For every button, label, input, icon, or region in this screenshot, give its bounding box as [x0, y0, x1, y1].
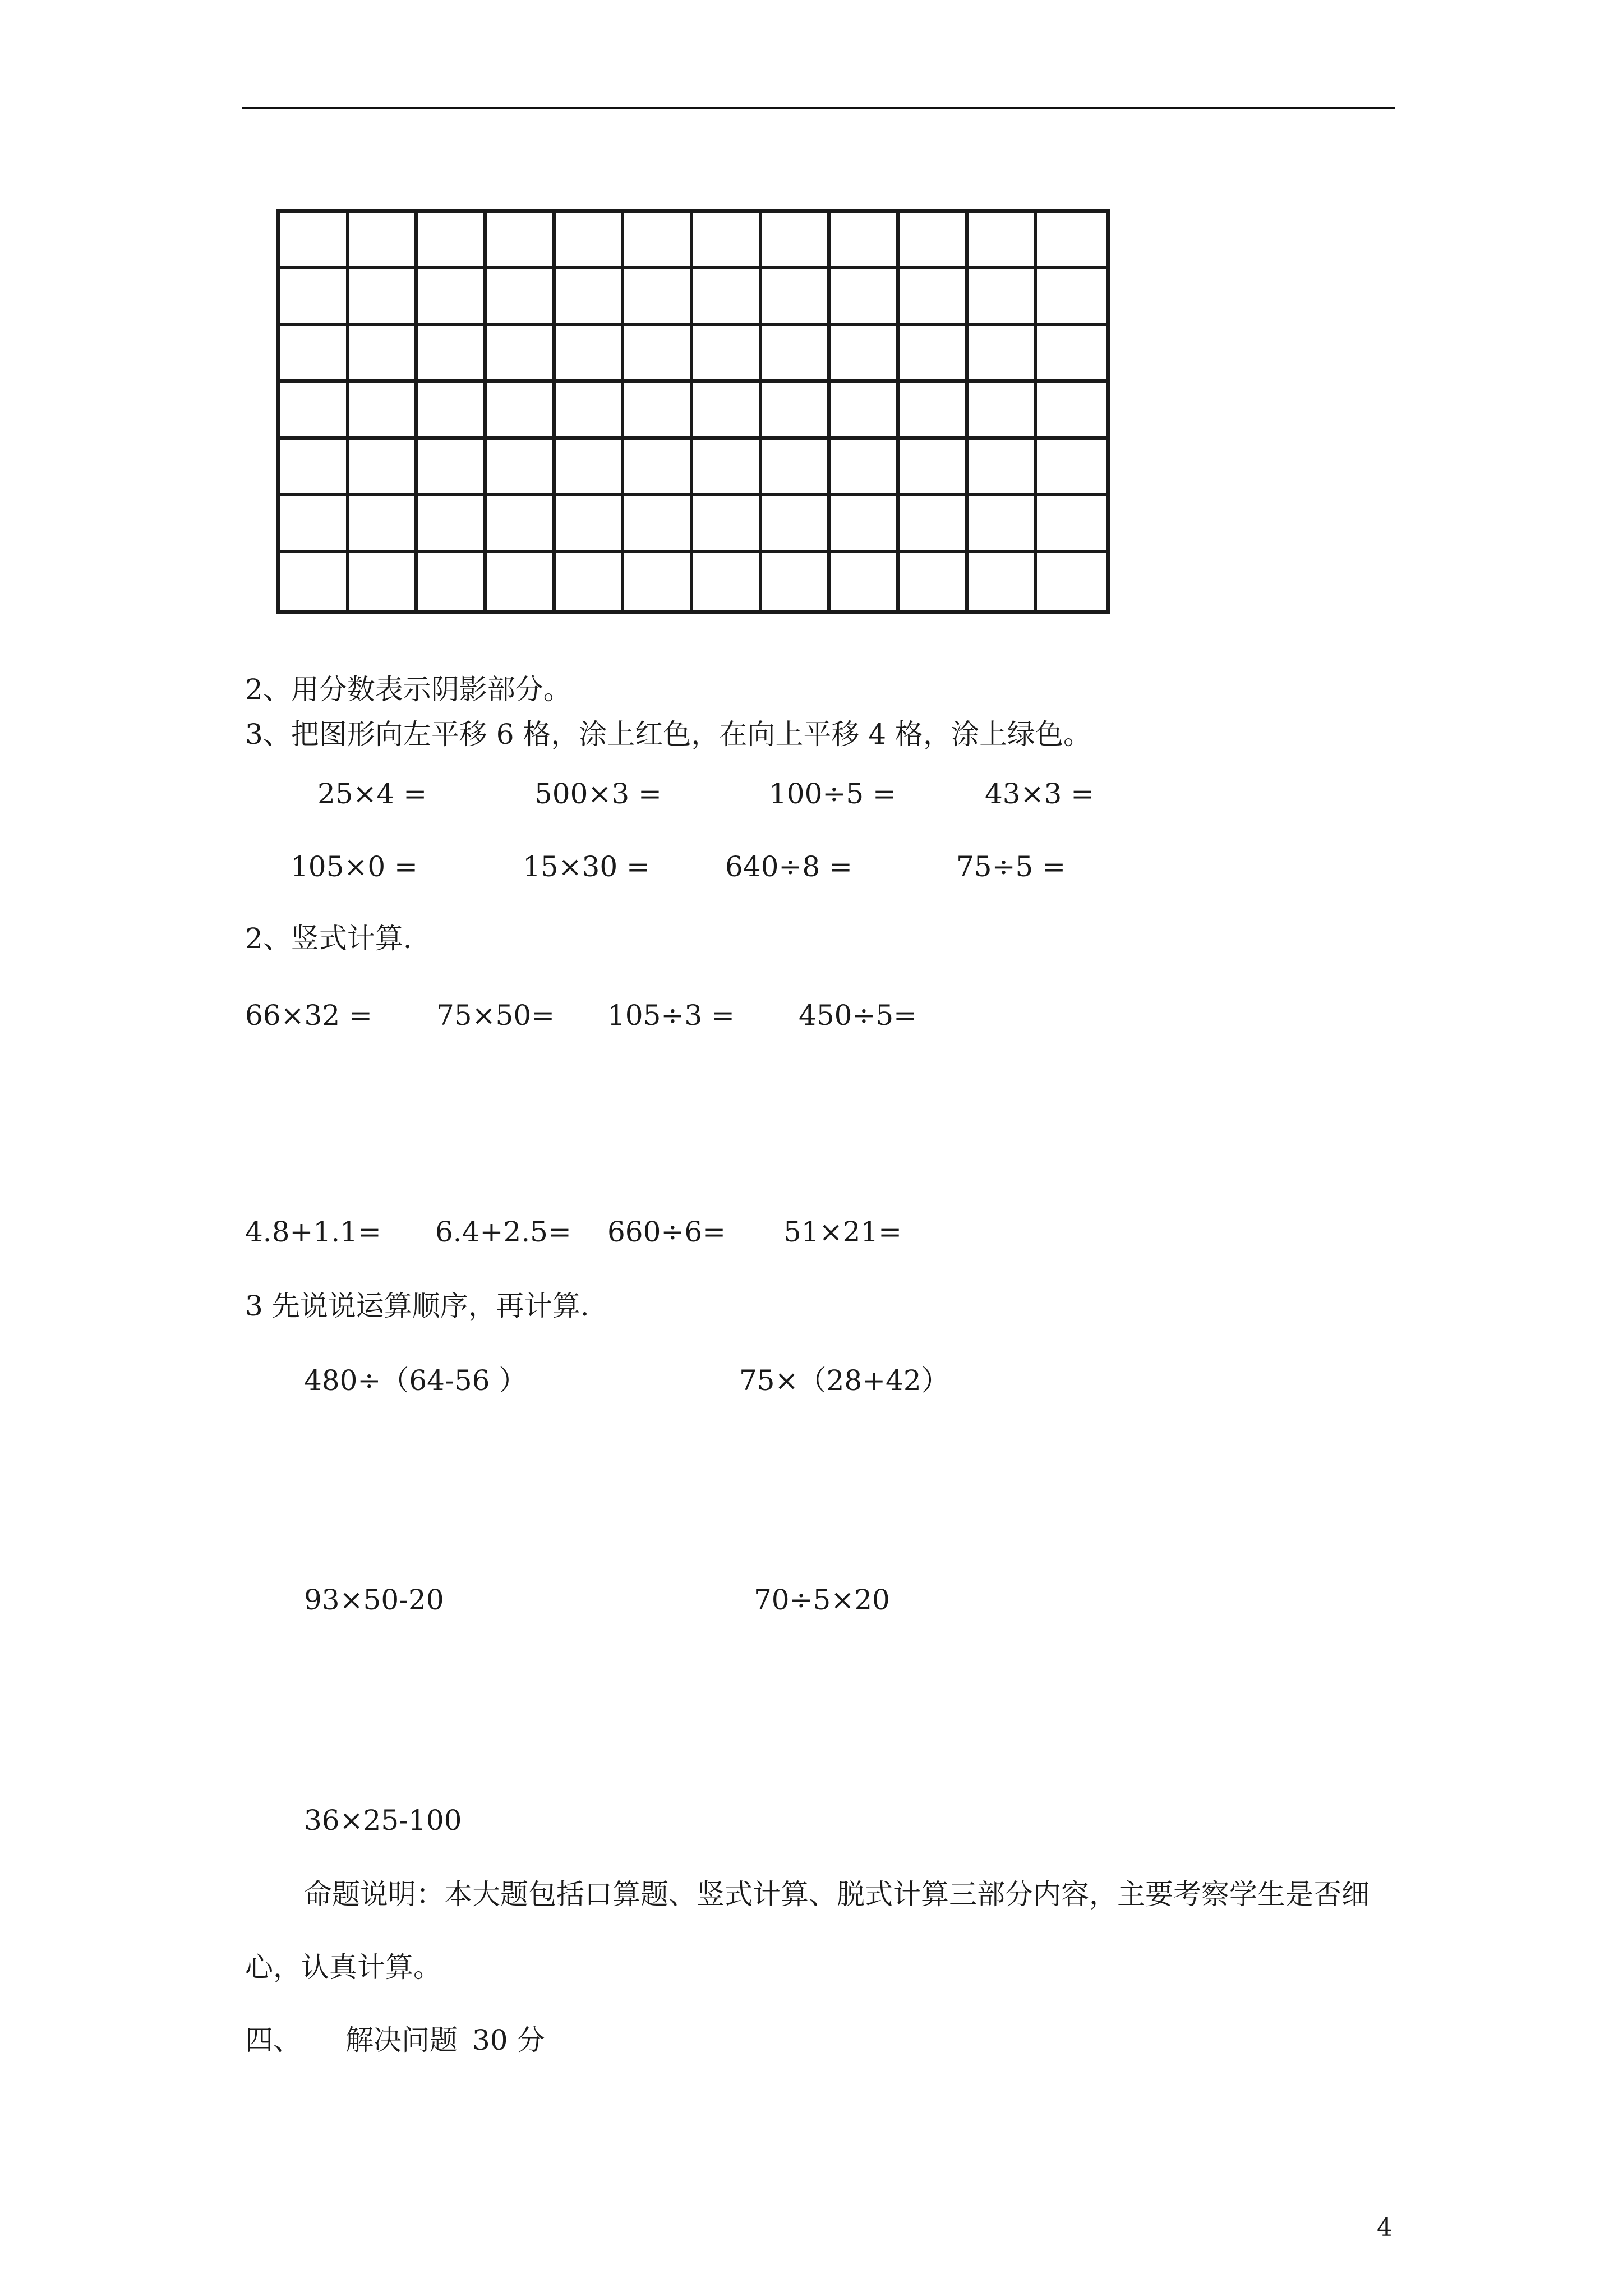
grid-cell — [349, 326, 418, 383]
grid-cell — [831, 326, 900, 383]
grid-cell — [831, 383, 900, 439]
vertical-calc-item: 4.8+1.1= — [245, 1216, 381, 1248]
order-calc-item: 36×25-100 — [304, 1804, 462, 1837]
vertical-calc-item: 660÷6= — [607, 1216, 726, 1248]
question-fraction-shaded: 2、用分数表示阴影部分。 — [245, 673, 571, 706]
grid-cell — [969, 269, 1038, 326]
grid-cell — [900, 553, 969, 610]
grid-cell — [624, 326, 693, 383]
grid-cell — [969, 383, 1038, 439]
grid-cell — [418, 213, 487, 269]
design-note-line: 命题说明：本大题包括口算题、竖式计算、脱式计算三部分内容，主要考察学生是否细 — [304, 1878, 1370, 1911]
grid-cell — [969, 553, 1038, 610]
grid-cell — [900, 383, 969, 439]
grid-cell — [624, 213, 693, 269]
grid-cell — [762, 553, 831, 610]
grid-cell — [831, 269, 900, 326]
header-rule — [242, 107, 1395, 109]
vertical-calc-item: 6.4+2.5= — [435, 1216, 571, 1248]
grid-cell — [280, 269, 349, 326]
grid-cell — [418, 496, 487, 553]
order-calc-item: 93×50-20 — [304, 1584, 444, 1616]
grid-cell — [969, 213, 1038, 269]
grid-cell — [900, 213, 969, 269]
grid-cell — [418, 383, 487, 439]
grid-cell — [900, 496, 969, 553]
grid-cell — [556, 213, 625, 269]
grid-cell — [1037, 383, 1106, 439]
grid-cell — [1037, 553, 1106, 610]
page-number: 4 — [1377, 2214, 1393, 2242]
oral-calc-item: 75÷5 = — [956, 850, 1066, 883]
design-note-line: 心，认真计算。 — [245, 1951, 441, 1984]
grid-cell — [280, 553, 349, 610]
grid-cell — [418, 269, 487, 326]
grid-cell — [1037, 326, 1106, 383]
grid-cell — [487, 213, 556, 269]
grid-cell — [556, 269, 625, 326]
grid-cell — [349, 496, 418, 553]
grid-cell — [762, 383, 831, 439]
grid-cell — [556, 326, 625, 383]
grid-cell — [969, 326, 1038, 383]
section-4-score: 30 分 — [472, 2024, 545, 2056]
grid-cell — [487, 496, 556, 553]
grid-cell — [487, 440, 556, 496]
grid-cell — [693, 213, 762, 269]
grid-cell — [624, 383, 693, 439]
order-calc-item: 70÷5×20 — [754, 1584, 890, 1616]
oral-calc-item: 500×3 = — [534, 777, 662, 810]
question-translate-figure: 3、把图形向左平移 6 格，涂上红色，在向上平移 4 格，涂上绿色。 — [245, 718, 1092, 751]
grid-cell — [693, 383, 762, 439]
grid-cell — [693, 326, 762, 383]
grid-cell — [624, 440, 693, 496]
grid-cell — [418, 553, 487, 610]
grid-cell — [831, 553, 900, 610]
grid-cell — [831, 440, 900, 496]
grid-cell — [969, 440, 1038, 496]
oral-calc-item: 105×0 = — [291, 850, 418, 883]
grid-cell — [349, 383, 418, 439]
grid-cell — [487, 269, 556, 326]
square-grid — [276, 209, 1110, 614]
grid-cell — [762, 440, 831, 496]
grid-cell — [556, 440, 625, 496]
vertical-calc-item: 66×32 = — [245, 999, 372, 1032]
grid-cell — [418, 326, 487, 383]
grid-cell — [280, 213, 349, 269]
grid-cell — [487, 326, 556, 383]
grid-cell — [556, 553, 625, 610]
grid-cell — [900, 269, 969, 326]
grid-cell — [624, 496, 693, 553]
oral-calc-item: 43×3 = — [985, 777, 1095, 810]
order-calc-item: 480÷（64-56 ） — [304, 1364, 527, 1397]
grid-cell — [556, 383, 625, 439]
grid-cell — [900, 440, 969, 496]
grid-cell — [487, 383, 556, 439]
grid-cell — [762, 326, 831, 383]
grid-cell — [280, 496, 349, 553]
grid-cell — [556, 496, 625, 553]
grid-cell — [693, 440, 762, 496]
grid-cell — [762, 269, 831, 326]
grid-cell — [1037, 496, 1106, 553]
grid-cell — [624, 269, 693, 326]
grid-cell — [831, 213, 900, 269]
grid-cell — [762, 496, 831, 553]
section-4-number: 四、 — [245, 2024, 301, 2056]
order-of-operations-title: 3 先说说运算顺序，再计算. — [245, 1290, 589, 1322]
oral-calc-item: 15×30 = — [523, 850, 650, 883]
grid-cell — [1037, 213, 1106, 269]
grid-cell — [349, 440, 418, 496]
grid-cell — [1037, 269, 1106, 326]
grid-cell — [487, 553, 556, 610]
oral-calc-item: 100÷5 = — [769, 777, 896, 810]
oral-calc-item: 640÷8 = — [725, 850, 852, 883]
section-4-title: 解决问题 — [345, 2024, 458, 2056]
grid-cell — [280, 383, 349, 439]
grid-cell — [693, 269, 762, 326]
grid-cell — [349, 213, 418, 269]
vertical-calc-item: 105÷3 = — [607, 999, 735, 1032]
vertical-calc-item: 51×21= — [783, 1216, 902, 1248]
grid-cell — [280, 440, 349, 496]
grid-cell — [280, 326, 349, 383]
grid-cell — [693, 496, 762, 553]
grid-cell — [900, 326, 969, 383]
grid-cell — [418, 440, 487, 496]
grid-cell — [693, 553, 762, 610]
grid-cell — [624, 553, 693, 610]
vertical-calc-item: 450÷5= — [799, 999, 917, 1032]
grid-cell — [969, 496, 1038, 553]
grid-cell — [762, 213, 831, 269]
grid-cell — [831, 496, 900, 553]
oral-calc-item: 25×4 = — [317, 777, 427, 810]
grid-cell — [349, 269, 418, 326]
grid-cell — [349, 553, 418, 610]
vertical-calc-title: 2、竖式计算. — [245, 922, 412, 955]
vertical-calc-item: 75×50= — [436, 999, 555, 1032]
grid-cell — [1037, 440, 1106, 496]
order-calc-item: 75×（28+42） — [739, 1364, 949, 1397]
